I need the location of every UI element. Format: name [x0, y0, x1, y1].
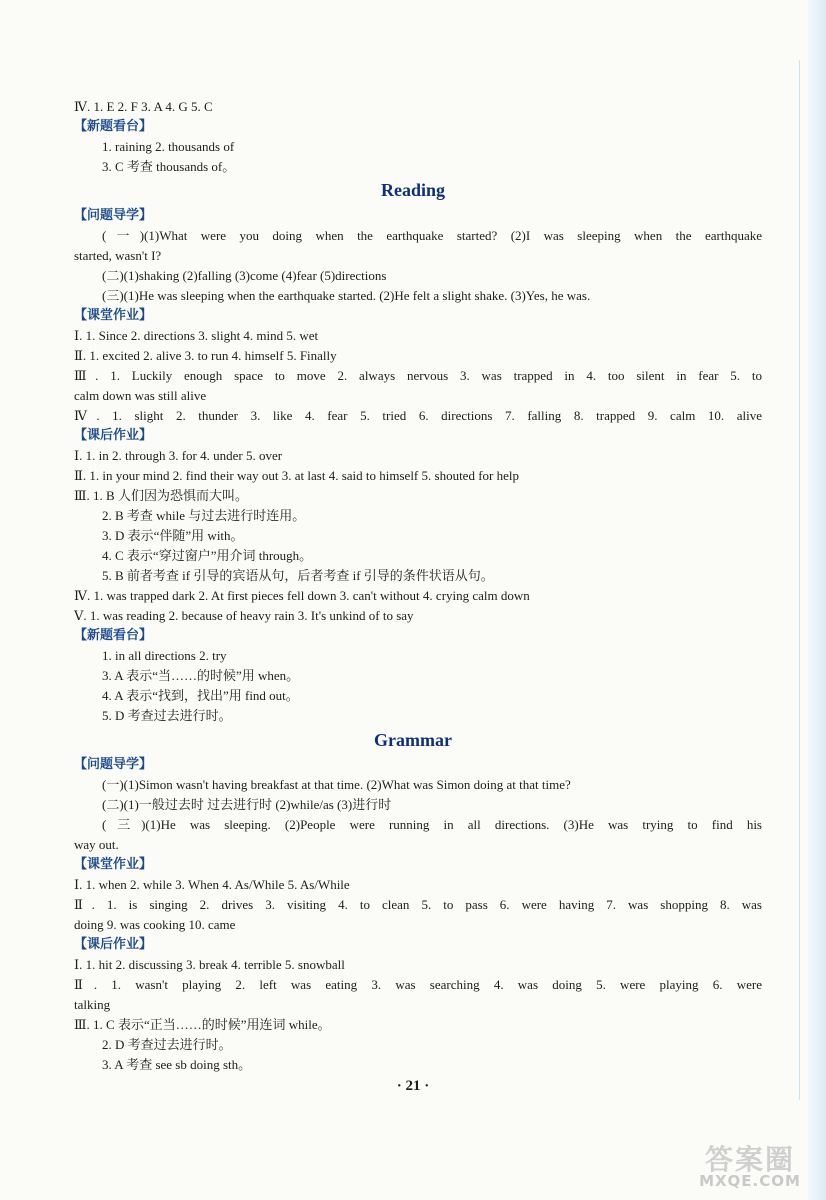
heading-reading: Reading — [380, 180, 445, 200]
heading-grammar: Grammar — [374, 730, 452, 750]
answer-line: 5. B 前者考查 if 引导的宾语从句，后者考查 if 引导的条件状语从句。 — [102, 568, 494, 583]
watermark-bottom: MXQE.COM — [699, 1172, 801, 1190]
answer-line: Ⅴ. 1. was reading 2. because of heavy rain 3. It's unkind of to say — [74, 608, 414, 623]
section-tag-homework: 【课后作业】 — [74, 937, 153, 952]
answer-line: 3. D 表示“伴随”用 with。 — [102, 528, 244, 543]
answer-line: 4. A 表示“找到，找出”用 find out。 — [102, 688, 299, 703]
answer-line: Ⅰ. 1. Since 2. directions 3. slight 4. mind 5. wet — [74, 328, 319, 343]
answer-line: 2. B 考查 while 与过去进行时连用。 — [102, 508, 306, 523]
answer-line: way out. — [74, 837, 119, 852]
section-tag-new-questions: 【新题看台】 — [74, 119, 153, 134]
answer-line: (三)(1)He was sleeping when the earthquake started. (2)He felt a slight shake. (3)Yes, he was. — [102, 288, 591, 303]
answer-line: Ⅰ. 1. when 2. while 3. When 4. As/While 5. As/While — [74, 877, 350, 892]
answer-line: (一)(1)What were you doing when the earthquake started? (2)I was sleeping when the earthquake — [102, 228, 762, 243]
answer-line: 5. D 考查过去进行时。 — [102, 708, 232, 723]
answer-line: Ⅱ. 1. is singing 2. drives 3. visiting 4. to clean 5. to pass 6. were having 7. was shopping 8. was — [74, 897, 762, 912]
answer-line: Ⅲ. 1. Luckily enough space to move 2. always nervous 3. was trapped in 4. too silent in fear 5. to — [74, 368, 762, 383]
section-tag-classwork: 【课堂作业】 — [74, 308, 153, 323]
answer-line: (三)(1)He was sleeping. (2)People were running in all directions. (3)He was trying to find his — [102, 817, 762, 832]
answer-line: Ⅳ. 1. slight 2. thunder 3. like 4. fear 5. tried 6. directions 7. falling 8. trapped 9. calm 10. alive — [74, 408, 762, 423]
page-number: · 21 · — [396, 1078, 430, 1094]
answer-line: (二)(1)shaking (2)falling (3)come (4)fear (5)directions — [102, 268, 387, 283]
answer-line: (二)(1)一般过去时 过去进行时 (2)while/as (3)进行时 — [102, 797, 392, 812]
answer-line: 2. D 考查过去进行时。 — [102, 1037, 232, 1052]
answer-line: doing 9. was cooking 10. came — [74, 917, 236, 932]
section-tag-new-questions: 【新题看台】 — [74, 628, 153, 643]
section-tag-classwork: 【课堂作业】 — [74, 857, 153, 872]
answer-line: talking — [74, 997, 111, 1012]
answer-line: 1. raining 2. thousands of — [102, 139, 235, 154]
answer-line: Ⅳ. 1. E 2. F 3. A 4. G 5. C — [74, 99, 213, 114]
answer-line: Ⅰ. 1. in 2. through 3. for 4. under 5. over — [74, 448, 283, 463]
answer-line: 3. A 表示“当……的时候”用 when。 — [102, 668, 300, 683]
watermark-top: 答案圈 — [704, 1143, 795, 1176]
site-watermark — [690, 1138, 810, 1194]
section-tag-guided-questions: 【问题导学】 — [74, 208, 153, 223]
answer-line: 1. in all directions 2. try — [102, 648, 227, 663]
answer-line: calm down was still alive — [74, 388, 207, 403]
answer-line: 4. C 表示“穿过窗户”用介词 through。 — [102, 548, 313, 563]
answer-line: Ⅰ. 1. hit 2. discussing 3. break 4. terrible 5. snowball — [74, 957, 345, 972]
answer-line: Ⅱ. 1. in your mind 2. find their way out 3. at last 4. said to himself 5. shouted for help — [74, 468, 519, 483]
answer-line: Ⅱ. 1. excited 2. alive 3. to run 4. himself 5. Finally — [74, 348, 337, 363]
section-tag-guided-questions: 【问题导学】 — [74, 757, 153, 772]
answer-line: Ⅳ. 1. was trapped dark 2. At first pieces fell down 3. can't without 4. crying calm down — [74, 588, 530, 603]
answer-line: 3. A 考查 see sb doing sth。 — [102, 1057, 252, 1072]
answer-line: Ⅲ. 1. C 表示“正当……的时候”用连词 while。 — [74, 1017, 331, 1032]
answer-line: Ⅲ. 1. B 人们因为恐惧而大叫。 — [74, 488, 248, 503]
answer-line: Ⅱ. 1. wasn't playing 2. left was eating 3. was searching 4. was doing 5. were playing 6. were — [74, 977, 762, 992]
section-tag-homework: 【课后作业】 — [74, 428, 153, 443]
margin-rule — [799, 60, 800, 1100]
answer-line: (一)(1)Simon wasn't having breakfast at that time. (2)What was Simon doing at that time? — [102, 777, 571, 792]
answer-line: 3. C 考查 thousands of。 — [102, 159, 236, 174]
answer-line: started, wasn't I? — [74, 248, 162, 263]
